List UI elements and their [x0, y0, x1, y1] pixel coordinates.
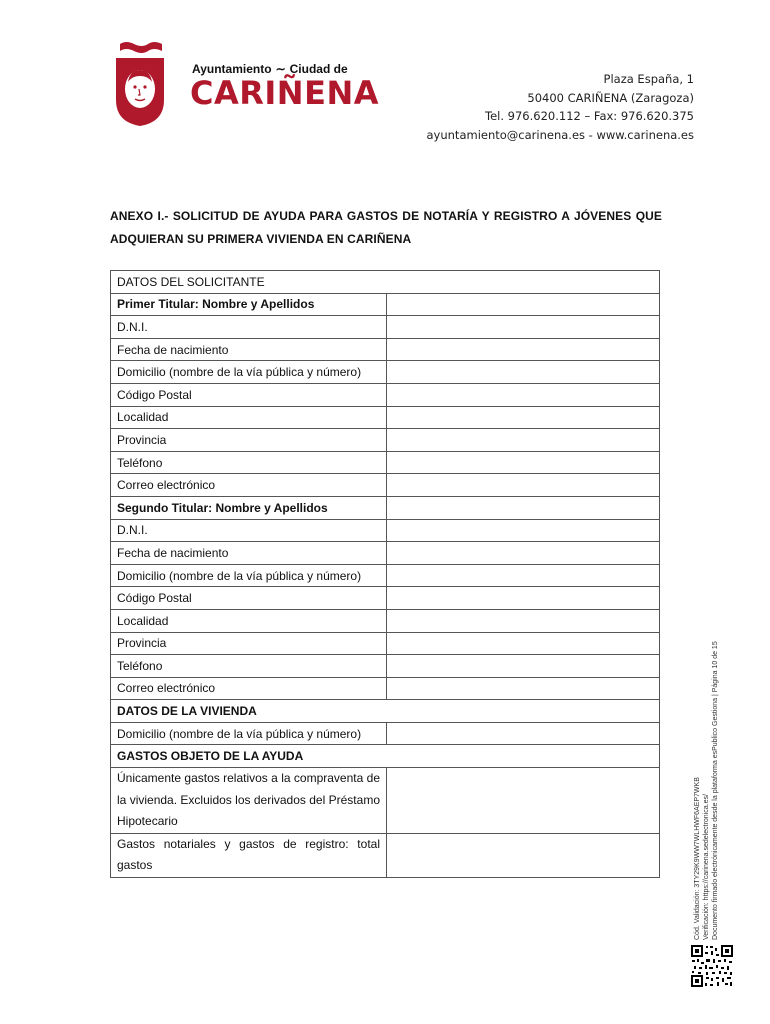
- contact-line: ayuntamiento@carinena.es - www.carinena.es: [426, 127, 694, 142]
- field-input[interactable]: [387, 722, 660, 745]
- field-label: Gastos notariales y gastos de registro: total gastos: [111, 833, 387, 877]
- table-row: [111, 745, 660, 768]
- table-row: [111, 338, 660, 361]
- phone-line: Tel. 976.620.112 – Fax: 976.620.375: [485, 109, 694, 123]
- table-row: [111, 722, 660, 745]
- table-row: [111, 609, 660, 632]
- table-row: [111, 293, 660, 316]
- field-label: D.N.I.: [111, 519, 387, 542]
- field-label: Teléfono: [111, 451, 387, 474]
- field-input[interactable]: [387, 406, 660, 429]
- validation-code: Cód. Validación: 3TY29K9WW7WLHWF6AEP7WKB: [694, 777, 701, 940]
- coat-of-arms-icon: [112, 40, 168, 128]
- table-row: [111, 655, 660, 678]
- field-label: Primer Titular: Nombre y Apellidos: [111, 293, 387, 316]
- table-row: [111, 474, 660, 497]
- verification-footer: [693, 620, 720, 940]
- field-label: Fecha de nacimiento: [111, 338, 387, 361]
- field-label: Fecha de nacimiento: [111, 542, 387, 565]
- field-input[interactable]: [387, 768, 660, 834]
- table-row: [111, 496, 660, 519]
- table-row: [111, 632, 660, 655]
- field-label: Provincia: [111, 632, 387, 655]
- field-label: Correo electrónico: [111, 677, 387, 700]
- table-row: [111, 519, 660, 542]
- field-label: Provincia: [111, 429, 387, 452]
- logo-town-name: CARIÑENA: [190, 74, 379, 112]
- section-header-gastos: GASTOS OBJETO DE LA AYUDA: [111, 745, 660, 768]
- field-input[interactable]: [387, 338, 660, 361]
- field-input[interactable]: [387, 587, 660, 610]
- address-line: Plaza España, 1: [603, 72, 694, 86]
- field-input[interactable]: [387, 833, 660, 877]
- field-label: Domicilio (nombre de la vía pública y número): [111, 361, 387, 384]
- logo-tagline: Ayuntamiento ∼ Ciudad de: [192, 62, 348, 76]
- address-line: 50400 CARIÑENA (Zaragoza): [527, 90, 694, 105]
- field-input[interactable]: [387, 496, 660, 519]
- field-label: Código Postal: [111, 383, 387, 406]
- table-row: [111, 451, 660, 474]
- table-row: [111, 833, 660, 877]
- field-label: Segundo Titular: Nombre y Apellidos: [111, 496, 387, 519]
- field-label: Código Postal: [111, 587, 387, 610]
- signature-note: Documento firmado electrónicamente desde la plataforma esPublico Gestiona | Página 10 de 15: [712, 641, 719, 940]
- municipal-logo: [112, 40, 392, 130]
- field-input[interactable]: [387, 632, 660, 655]
- field-input[interactable]: [387, 542, 660, 565]
- field-input[interactable]: [387, 677, 660, 700]
- field-label: Localidad: [111, 609, 387, 632]
- table-row: [111, 406, 660, 429]
- address-block: [427, 70, 695, 144]
- table-row: [111, 429, 660, 452]
- table-row: [111, 316, 660, 339]
- field-label: Teléfono: [111, 655, 387, 678]
- table-row: [111, 361, 660, 384]
- table-row: [111, 587, 660, 610]
- field-input[interactable]: [387, 655, 660, 678]
- field-input[interactable]: [387, 609, 660, 632]
- qr-code-icon: [690, 944, 734, 988]
- table-row: [111, 271, 660, 294]
- field-input[interactable]: [387, 474, 660, 497]
- section-header-solicitante: DATOS DEL SOLICITANTE: [111, 271, 660, 294]
- application-form-table: [110, 270, 660, 878]
- verification-url[interactable]: Verificación: https://carinena.sedelectronica.es/: [703, 794, 710, 940]
- table-row: [111, 768, 660, 834]
- field-label: D.N.I.: [111, 316, 387, 339]
- field-input[interactable]: [387, 361, 660, 384]
- field-input[interactable]: [387, 564, 660, 587]
- field-input[interactable]: [387, 293, 660, 316]
- field-input[interactable]: [387, 451, 660, 474]
- table-row: [111, 677, 660, 700]
- table-row: [111, 564, 660, 587]
- field-label: Localidad: [111, 406, 387, 429]
- field-label: Únicamente gastos relativos a la compraventa de la vivienda. Excluidos los derivados del Préstamo Hipotecario: [111, 768, 387, 834]
- table-row: [111, 383, 660, 406]
- field-input[interactable]: [387, 429, 660, 452]
- document-title: ANEXO I.- SOLICITUD DE AYUDA PARA GASTOS DE NOTARÍA Y REGISTRO A JÓVENES QUE ADQUIERAN SU PRIMERA VIVIENDA EN CARIÑENA: [110, 209, 662, 246]
- field-label: Correo electrónico: [111, 474, 387, 497]
- field-label: Domicilio (nombre de la vía pública y número): [111, 564, 387, 587]
- field-input[interactable]: [387, 383, 660, 406]
- table-row: [111, 542, 660, 565]
- table-row: [111, 700, 660, 723]
- field-label: Domicilio (nombre de la vía pública y número): [111, 722, 387, 745]
- field-input[interactable]: [387, 316, 660, 339]
- field-input[interactable]: [387, 519, 660, 542]
- section-header-vivienda: DATOS DE LA VIVIENDA: [111, 700, 660, 723]
